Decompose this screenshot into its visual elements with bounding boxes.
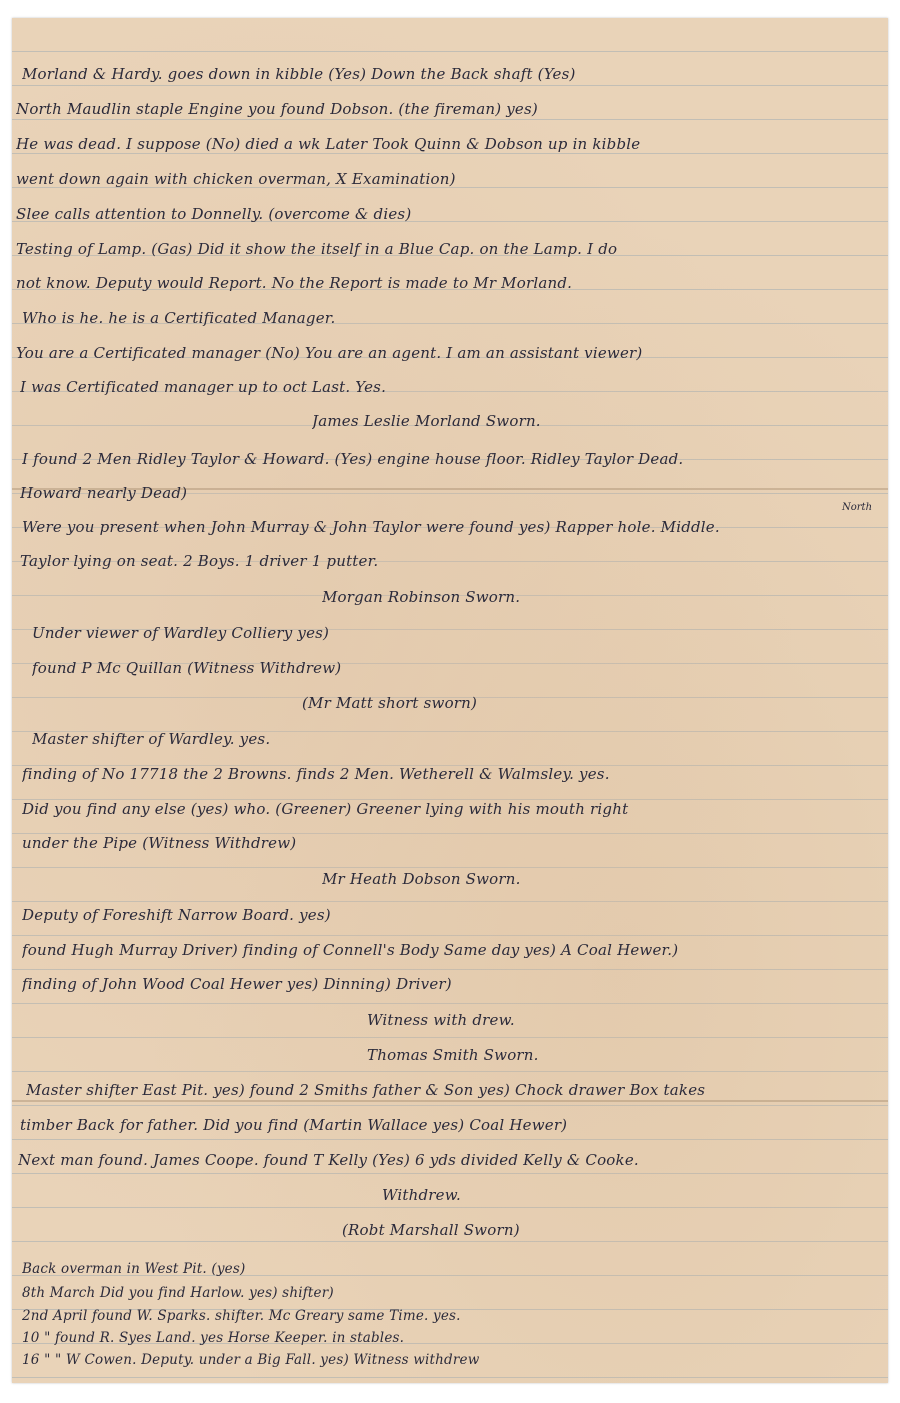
text-line: went down again with chicken overman, X Examination) [16,170,456,188]
text-line: You are a Certificated manager (No) You are an agent. I am an assistant viewer) [16,344,643,362]
text-line: finding of John Wood Coal Hewer yes) Dinning) Driver) [22,975,452,993]
margin-note: North [842,502,873,513]
text-line: Master shifter East Pit. yes) found 2 Smiths father & Son yes) Chock drawer Box takes [26,1081,706,1099]
text-line: I found 2 Men Ridley Taylor & Howard. (Yes) engine house floor. Ridley Taylor Dead. [22,450,684,468]
text-line: Morland & Hardy. goes down in kibble (Yes) Down the Back shaft (Yes) [22,65,576,83]
text-line: 8th March Did you find Harlow. yes) shifter) [22,1285,334,1301]
text-line: found Hugh Murray Driver) finding of Connell's Body Same day yes) A Coal Hewer.) [22,941,679,959]
text-line: Taylor lying on seat. 2 Boys. 1 driver 1 putter. [20,552,379,570]
witness-heading: (Mr Matt short sworn) [302,694,478,712]
text-line: Under viewer of Wardley Colliery yes) [32,624,330,642]
text-line: finding of No 17718 the 2 Browns. finds 2 Men. Wetherell & Walmsley. yes. [22,765,610,783]
witness-heading: Witness with drew. [367,1011,515,1029]
witness-heading: James Leslie Morland Sworn. [312,412,541,430]
text-line: Who is he. he is a Certificated Manager. [22,309,336,327]
text-line: timber Back for father. Did you find (Martin Wallace yes) Coal Hewer) [20,1116,568,1134]
text-line: under the Pipe (Witness Withdrew) [22,834,297,852]
text-line: not know. Deputy would Report. No the Report is made to Mr Morland. [16,274,573,292]
witness-heading: Morgan Robinson Sworn. [322,588,521,606]
text-line: Slee calls attention to Donnelly. (overcome & dies) [16,205,412,223]
text-line: Were you present when John Murray & John Taylor were found yes) Rapper hole. Middle. [22,518,720,536]
text-line: Testing of Lamp. (Gas) Did it show the itself in a Blue Cap. on the Lamp. I do [16,240,618,258]
witness-heading: Thomas Smith Sworn. [367,1046,539,1064]
text-line: He was dead. I suppose (No) died a wk Later Took Quinn & Dobson up in kibble [16,135,641,153]
text-line: 16 " " W Cowen. Deputy. under a Big Fall. yes) Witness withdrew [22,1352,480,1368]
text-line: Howard nearly Dead) [20,484,188,502]
text-line: found P Mc Quillan (Witness Withdrew) [32,659,342,677]
text-line: I was Certificated manager up to oct Last. Yes. [20,378,387,396]
text-line: North Maudlin staple Engine you found Dobson. (the fireman) yes) [16,100,538,118]
text-line: 2nd April found W. Sparks. shifter. Mc Greary same Time. yes. [22,1308,461,1324]
witness-heading: Mr Heath Dobson Sworn. [322,870,521,888]
witness-heading: (Robt Marshall Sworn) [342,1221,520,1239]
text-line: Did you find any else (yes) who. (Greener) Greener lying with his mouth right [22,800,629,818]
fold-crease [12,1100,888,1102]
text-line: Deputy of Foreshift Narrow Board. yes) [22,906,331,924]
letter-page [12,18,888,1383]
text-line: Back overman in West Pit. (yes) [22,1261,246,1277]
text-line: Next man found. James Coope. found T Kelly (Yes) 6 yds divided Kelly & Cooke. [18,1151,639,1169]
witness-heading: Withdrew. [382,1186,461,1204]
text-line: Master shifter of Wardley. yes. [32,730,271,748]
text-line: 10 " found R. Syes Land. yes Horse Keeper. in stables. [22,1330,405,1346]
